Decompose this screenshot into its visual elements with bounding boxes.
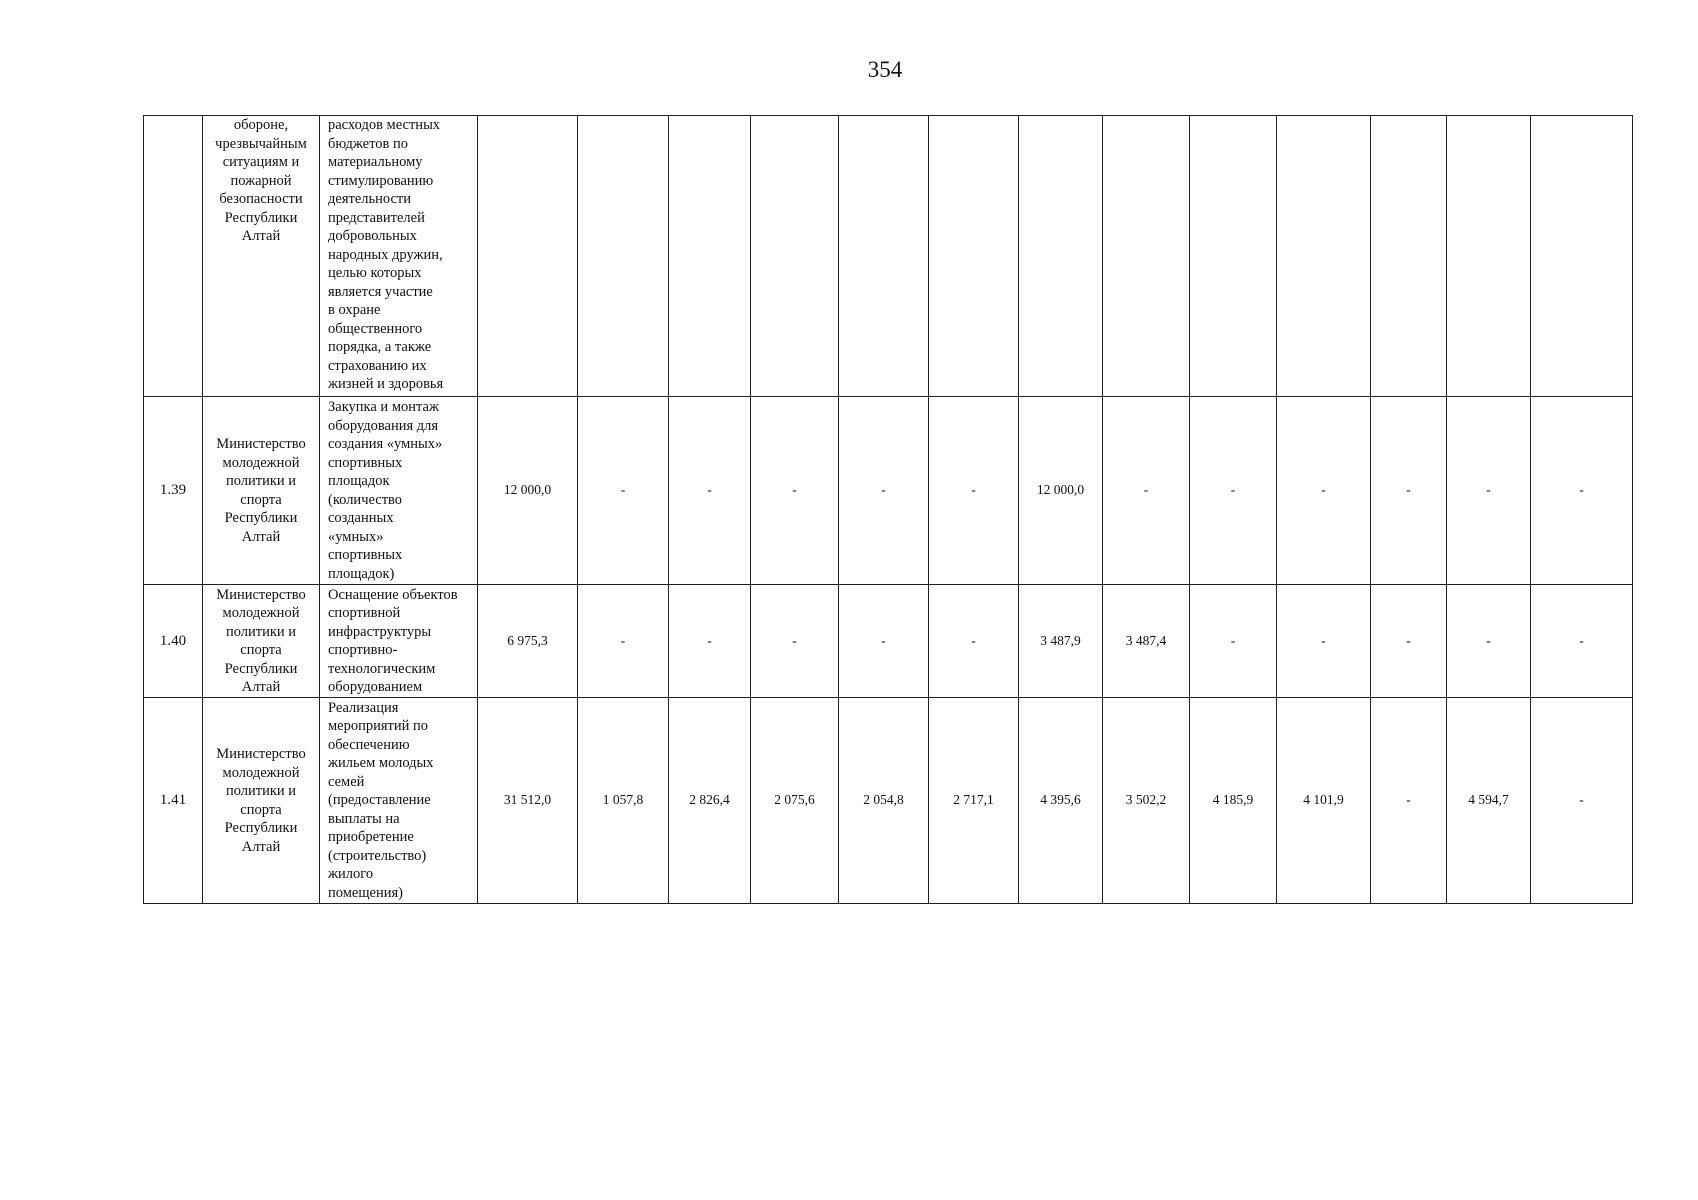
yearly-amount-cell: 4 101,9	[1277, 698, 1371, 904]
yearly-amount-cell: 3 487,4	[1103, 585, 1190, 698]
yearly-amount-cell: -	[1190, 585, 1277, 698]
yearly-amount-cell: 2 054,8	[839, 698, 929, 904]
yearly-amount-cell: 3 487,9	[1019, 585, 1103, 698]
yearly-amount-cell	[839, 116, 929, 397]
yearly-amount-cell: -	[1103, 397, 1190, 585]
table-row	[144, 698, 1633, 904]
yearly-amount-cell	[1103, 116, 1190, 397]
responsible-org-cell: Министерство молодежной политики и спорта Республики Алтай	[203, 585, 320, 698]
total-amount-cell: 31 512,0	[478, 698, 578, 904]
yearly-amount-cell	[751, 116, 839, 397]
yearly-amount-cell: -	[839, 585, 929, 698]
responsible-org-cell: Министерство молодежной политики и спорта Республики Алтай	[203, 698, 320, 904]
table-row	[144, 585, 1633, 698]
yearly-amount-cell: 4 594,7	[1447, 698, 1531, 904]
yearly-amount-cell	[1190, 116, 1277, 397]
yearly-amount-cell: -	[751, 397, 839, 585]
yearly-amount-cell: -	[839, 397, 929, 585]
yearly-amount-cell: 2 826,4	[669, 698, 751, 904]
yearly-amount-cell: 12 000,0	[1019, 397, 1103, 585]
table-row	[144, 397, 1633, 585]
yearly-amount-cell: 4 185,9	[1190, 698, 1277, 904]
yearly-amount-cell: -	[578, 397, 669, 585]
yearly-amount-cell: 3 502,2	[1103, 698, 1190, 904]
yearly-amount-cell: -	[669, 585, 751, 698]
yearly-amount-cell: -	[1371, 397, 1447, 585]
yearly-amount-cell: -	[669, 397, 751, 585]
table-row	[144, 116, 1633, 397]
yearly-amount-cell: -	[578, 585, 669, 698]
row-index-cell: 1.39	[144, 397, 203, 585]
yearly-amount-cell: -	[1277, 397, 1371, 585]
yearly-amount-cell	[669, 116, 751, 397]
yearly-amount-cell	[1277, 116, 1371, 397]
table-body	[144, 116, 1633, 904]
yearly-amount-cell: 2 075,6	[751, 698, 839, 904]
activity-description-cell: расходов местных бюджетов по материальному стимулированию деятельности представителей добровольных народных дружин, целью которых является участие в охране общественного порядка, а также страхованию их жизней и здоровья	[320, 116, 478, 397]
yearly-amount-cell: -	[751, 585, 839, 698]
responsible-org-cell: обороне, чрезвычайным ситуациям и пожарной безопасности Республики Алтай	[203, 116, 320, 397]
total-amount-cell	[478, 116, 578, 397]
row-index-cell: 1.41	[144, 698, 203, 904]
yearly-amount-cell: -	[1277, 585, 1371, 698]
yearly-amount-cell: -	[1531, 585, 1633, 698]
responsible-org-cell: Министерство молодежной политики и спорта Республики Алтай	[203, 397, 320, 585]
yearly-amount-cell	[1371, 116, 1447, 397]
yearly-amount-cell: -	[1190, 397, 1277, 585]
yearly-amount-cell: -	[929, 585, 1019, 698]
yearly-amount-cell: -	[1531, 397, 1633, 585]
row-index-cell: 1.40	[144, 585, 203, 698]
yearly-amount-cell	[578, 116, 669, 397]
yearly-amount-cell: -	[1447, 397, 1531, 585]
yearly-amount-cell	[1531, 116, 1633, 397]
yearly-amount-cell: -	[1371, 698, 1447, 904]
yearly-amount-cell: 1 057,8	[578, 698, 669, 904]
yearly-amount-cell: -	[929, 397, 1019, 585]
yearly-amount-cell: -	[1447, 585, 1531, 698]
activity-description-cell: Оснащение объектов спортивной инфраструктуры спортивно- технологическим оборудованием	[320, 585, 478, 698]
total-amount-cell: 12 000,0	[478, 397, 578, 585]
yearly-amount-cell	[1447, 116, 1531, 397]
yearly-amount-cell: 4 395,6	[1019, 698, 1103, 904]
page-number: 354	[867, 57, 903, 82]
yearly-amount-cell: -	[1531, 698, 1633, 904]
total-amount-cell: 6 975,3	[478, 585, 578, 698]
budget-table	[143, 115, 1633, 904]
activity-description-cell: Закупка и монтаж оборудования для создания «умных» спортивных площадок (количество созданных «умных» спортивных площадок)	[320, 397, 478, 585]
yearly-amount-cell: 2 717,1	[929, 698, 1019, 904]
activity-description-cell: Реализация мероприятий по обеспечению жильем молодых семей (предоставление выплаты на приобретение (строительство) жилого помещения)	[320, 698, 478, 904]
yearly-amount-cell	[1019, 116, 1103, 397]
yearly-amount-cell	[929, 116, 1019, 397]
yearly-amount-cell: -	[1371, 585, 1447, 698]
row-index-cell	[144, 116, 203, 397]
